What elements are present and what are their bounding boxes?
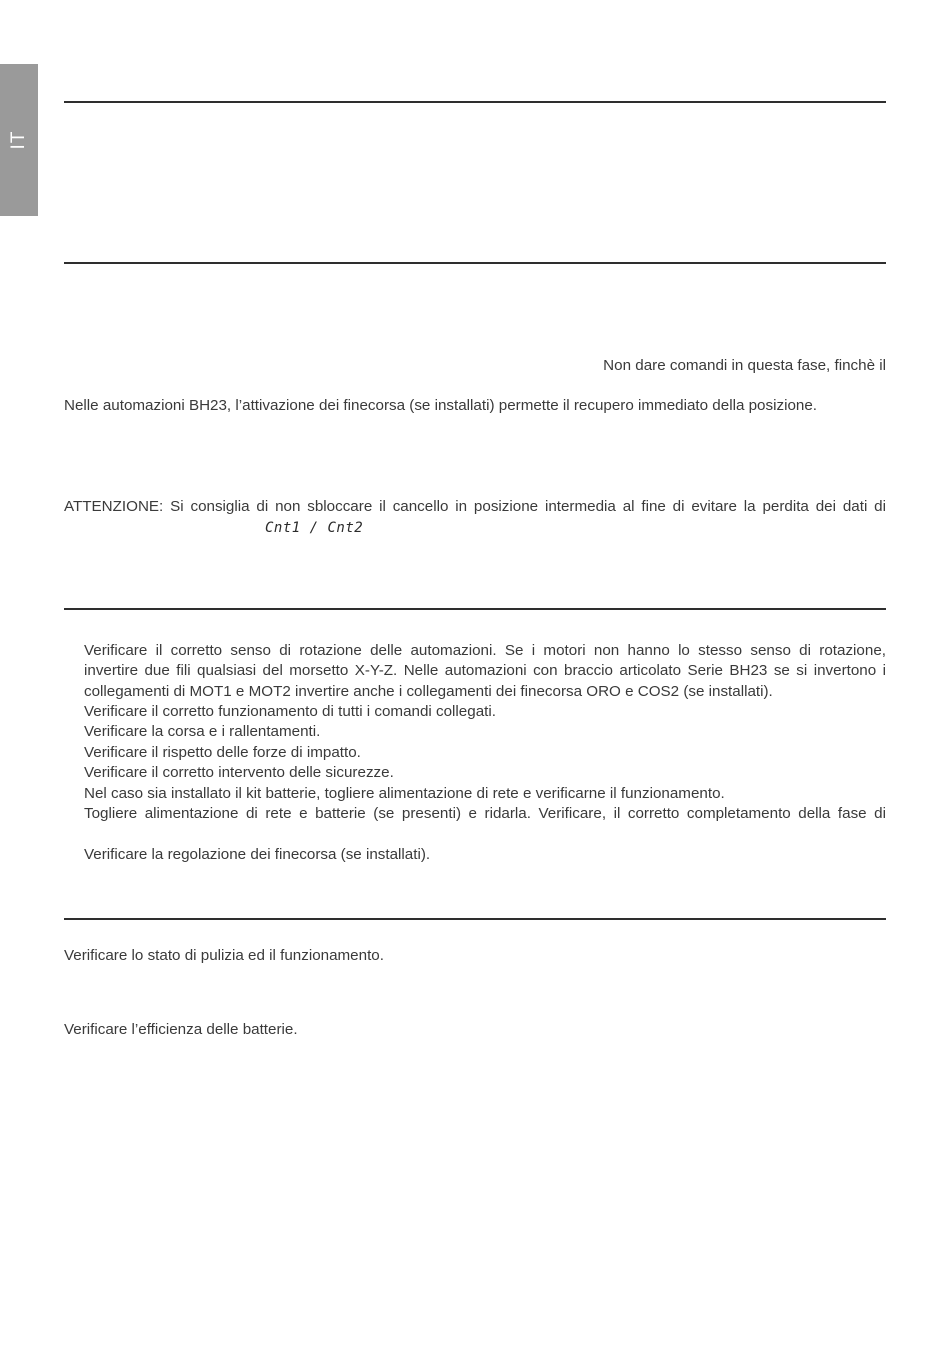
checklist-line: Verificare il corretto funzionamento di tutti i comandi collegati. [84,703,496,720]
checklist-line: Verificare la corsa e i rallentamenti. [84,723,321,740]
section-divider [64,918,886,920]
checklist-line: Verificare il rispetto delle forze di impatto. [84,744,361,761]
maintenance-line: Verificare lo stato di pulizia ed il funzionamento. [64,947,384,964]
checklist-line: Verificare il corretto senso di rotazione delle automazioni. Se i motori non hanno lo stesso senso di rotazione, [84,642,886,659]
checklist-line: Verificare la regolazione dei finecorsa (se installati). [84,846,431,863]
checklist-line: Nel caso sia installato il kit batterie, togliere alimentazione di rete e verificarne il funzionamento. [84,785,725,802]
paragraph-line: Nelle automazioni BH23, l’attivazione dei finecorsa (se installati) permette il recupero immediato della posizione. [64,397,817,414]
language-tab [0,64,38,216]
paragraph-line: Non dare comandi in questa fase, finchè il [603,357,886,374]
section-divider [64,262,886,264]
checklist-line: invertire due fili qualsiasi del morsetto X-Y-Z. Nelle automazioni con braccio articolato Serie BH23 se si invertono i [84,662,886,679]
warning-text: ATTENZIONE: Si consiglia di non sbloccare il cancello in posizione intermedia al fine di evitare la perdita dei dati di [64,498,886,515]
checklist-line: Togliere alimentazione di rete e batterie (se presenti) e ridarla. Verificare, il corretto completamento della fase di [84,805,886,822]
section-divider [64,101,886,103]
section-divider [64,608,886,610]
checklist-line: collegamenti di MOT1 e MOT2 invertire anche i collegamenti dei finecorsa ORO e COS2 (se installati). [84,683,773,700]
checklist-line: Verificare il corretto intervento delle sicurezze. [84,764,394,781]
display-code: Cnt1 / Cnt2 [265,520,364,536]
language-label: IT [8,130,29,150]
maintenance-line: Verificare l’efficienza delle batterie. [64,1021,298,1038]
